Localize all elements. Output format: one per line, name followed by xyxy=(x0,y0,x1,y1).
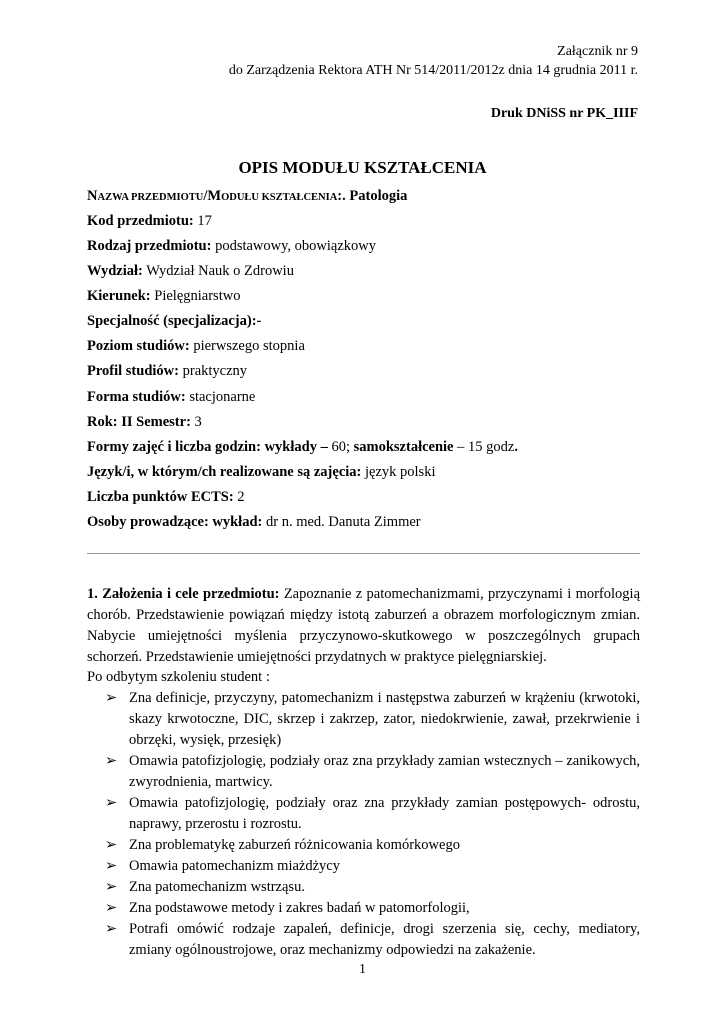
field-poziom: Poziom studiów: pierwszego stopnia xyxy=(87,338,305,354)
arrow-bullet-icon: ➢ xyxy=(105,753,118,769)
learning-outcomes-intro: Po odbytym szkoleniu student : xyxy=(87,669,270,685)
field-ects: Liczba punktów ECTS: 2 xyxy=(87,489,245,505)
arrow-bullet-icon: ➢ xyxy=(105,921,118,937)
arrow-bullet-icon: ➢ xyxy=(105,837,118,853)
field-kod: Kod przedmiotu: 17 xyxy=(87,213,212,229)
field-nazwa-value: Patologia xyxy=(349,188,408,204)
page-title: OPIS MODUŁU KSZTAŁCENIA xyxy=(238,158,487,177)
field-rok: Rok: II Semestr: 3 xyxy=(87,414,202,430)
field-specjalnosc: Specjalność (specjalizacja):- xyxy=(87,313,262,329)
field-osoby: Osoby prowadzące: wykład: dr n. med. Danuta Zimmer xyxy=(87,514,421,530)
decree-line: do Zarządzenia Rektora ATH Nr 514/2011/2012z dnia 14 grudnia 2011 r. xyxy=(228,63,638,78)
list-item: ➢ Potrafi omówić rodzaje zapaleń, definicje, drogi szerzenia się, cechy, mediatory, zmiany ogólnoustrojowe, oraz mechanizmy odpowiedzi na zakażenie. xyxy=(105,921,640,958)
field-jezyk: Język/i, w którym/ch realizowane są zajęcia: język polski xyxy=(87,464,436,480)
list-item: ➢ Omawia patomechanizm miażdżycy xyxy=(105,856,640,877)
arrow-bullet-icon: ➢ xyxy=(105,795,118,811)
section-1-heading: 1. Założenia i cele przedmiotu: xyxy=(87,586,280,602)
learning-outcomes-list xyxy=(105,688,640,961)
section-1-text: Zapoznanie z patomechanizmami, przyczynami i morfologią chorób. Przedstawienie powiązań między istotą zaburzeń a obrazem morfologicznym zmian. Nabycie umiejętności myślenia przyczynowo-skutkowego w poszczególnych grupach schorzeń. Przedstawienie umiejętności przydatnych w praktyce pielęgniarskiej. xyxy=(87,586,641,665)
field-rodzaj: Rodzaj przedmiotu: podstawowy, obowiązkowy xyxy=(87,238,377,254)
arrow-bullet-icon: ➢ xyxy=(105,858,118,874)
page-number: 1 xyxy=(359,962,366,977)
arrow-bullet-icon: ➢ xyxy=(105,900,118,916)
field-formy: Formy zajęć i liczba godzin: wykłady – 60; samokształcenie – 15 godz. xyxy=(87,439,518,455)
divider xyxy=(87,553,640,554)
list-item: ➢ Zna problematykę zaburzeń różnicowania komórkowego xyxy=(105,835,640,856)
list-item: ➢ Zna definicje, przyczyny, patomechanizm i następstwa zaburzeń w krążeniu (krwotoki, skazy krwotoczne, DIC, skrzep i zakrzep, zator, niedokrwienie, zawał, przekrwienie i obrzęki, wysięk, przesięk) xyxy=(105,690,640,748)
field-profil: Profil studiów: praktyczny xyxy=(87,363,248,379)
list-item: ➢ Zna patomechanizm wstrząsu. xyxy=(105,877,640,898)
field-wydzial: Wydział: Wydział Nauk o Zdrowiu xyxy=(87,263,294,279)
arrow-bullet-icon: ➢ xyxy=(105,879,118,895)
field-nazwa: NAZWA PRZEDMIOTU/MODUŁU KSZTAŁCENIA:. Patologia xyxy=(87,188,408,204)
annex-line: Załącznik nr 9 xyxy=(557,44,638,59)
arrow-bullet-icon: ➢ xyxy=(105,690,118,706)
list-item: ➢ Zna podstawowe metody i zakres badań w patomorfologii, xyxy=(105,898,640,919)
list-item: ➢ Omawia patofizjologię, podziały oraz zna przykłady zamian wstecznych – zanikowych, zwyrodnienia, martwicy. xyxy=(105,753,640,790)
section-1-goals xyxy=(87,584,640,668)
form-code: Druk DNiSS nr PK_IIIF xyxy=(490,106,638,121)
field-forma: Forma studiów: stacjonarne xyxy=(87,389,256,405)
list-item: ➢ Omawia patofizjologię, podziały oraz zna przykłady zamian postępowych- odrostu, naprawy, przerostu i rozrostu. xyxy=(105,795,640,832)
field-kierunek: Kierunek: Pielęgniarstwo xyxy=(87,288,241,304)
